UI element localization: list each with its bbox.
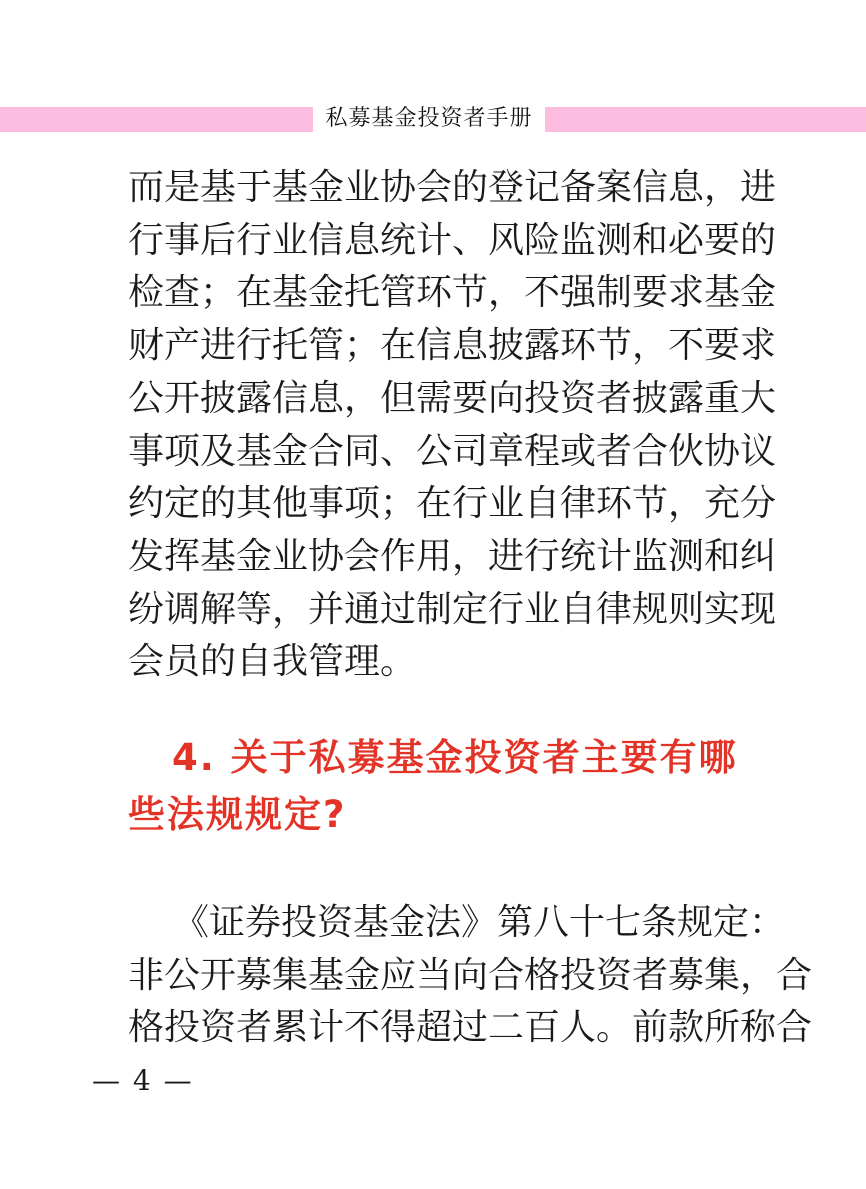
text-line: 财产进行托管；在信息披露环节，不要求 [128,325,777,367]
running-title: 私募基金投资者手册 [325,106,533,131]
text-line: 事项及基金合同、公司章程或者合伙协议 [128,430,777,472]
section-heading-question4 [128,729,788,843]
text-line: 非公开募集基金应当向合格投资者募集，合 [128,954,813,996]
text-line: 而是基于基金业协会的登记备案信息，进 [128,167,777,208]
text-line: 行事后行业信息统计、风险监测和必要的 [128,219,777,261]
text-line: 发挥基金业协会作用，进行统计监测和纠 [128,535,777,577]
paragraph-supervision [128,162,777,689]
text-line: 公开披露信息，但需要向投资者披露重大 [128,377,777,419]
text-line: 格投资者累计不得超过二百人。前款所称合 [128,1007,813,1049]
header-rule-right [545,107,866,132]
paragraph-fund-law [128,897,813,1055]
header-rule-left [0,107,313,132]
text-line: 约定的其他事项；在行业自律环节，充分 [128,483,777,525]
page-number: — 4 — [92,1064,194,1097]
text-line: 纷调解等，并通过制定行业自律规则实现 [128,588,777,630]
heading-line: 些法规规定? [128,793,347,836]
heading-line: 4. 关于私募基金投资者主要有哪 [172,736,738,779]
text-line: 会员的自我管理。 [128,641,417,683]
text-line: 《证券投资基金法》第八十七条规定： [173,902,786,943]
text-line: 检查；在基金托管环节，不强制要求基金 [128,272,777,314]
